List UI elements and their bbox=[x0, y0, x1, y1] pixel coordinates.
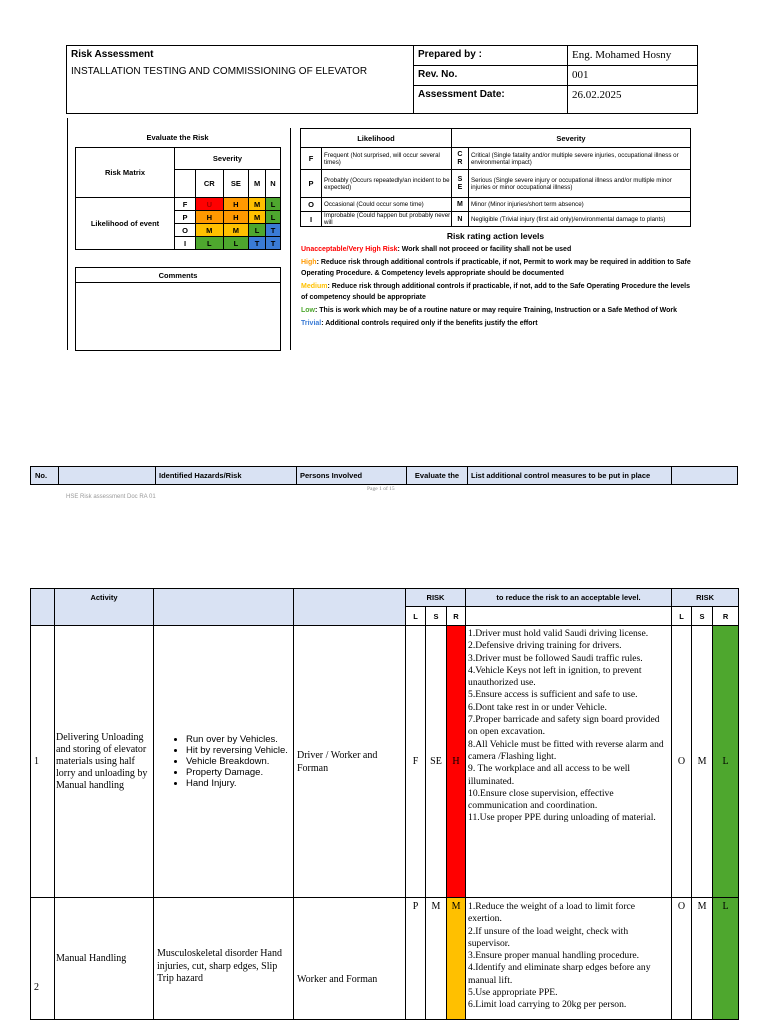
matrix-cell: M bbox=[249, 198, 266, 211]
mh-no bbox=[31, 589, 55, 626]
header-left bbox=[67, 46, 414, 114]
likelihood-code: I bbox=[301, 212, 322, 227]
prepared-by-label: Prepared by : bbox=[414, 46, 568, 66]
row-severity: M bbox=[426, 898, 447, 1020]
mh-reduce: to reduce the risk to an acceptable level. bbox=[466, 589, 672, 607]
matrix-row-label: F bbox=[175, 198, 196, 211]
control-item: 4.Vehicle Keys not left in ignition, to prevent unauthorized use. bbox=[468, 664, 642, 689]
action-text: : Reduce risk through additional controls if practicable, if not, add to the Safe Operating Procedure the levels of competency should be appropriate bbox=[301, 283, 690, 301]
center-divider-line bbox=[290, 128, 291, 350]
action-level-trivial bbox=[301, 318, 691, 329]
likelihood-title: Likelihood bbox=[301, 129, 452, 148]
action-key: Low bbox=[301, 307, 315, 314]
risk-matrix-label: Risk Matrix bbox=[76, 148, 175, 198]
table-row bbox=[31, 898, 739, 1020]
row-residual-rating: L bbox=[713, 898, 739, 1020]
likelihood-code: F bbox=[301, 148, 322, 170]
severity-text: Negligible (Trivial injury (first aid only)/environmental damage to plants) bbox=[468, 212, 690, 227]
row-rating: H bbox=[447, 626, 466, 898]
assessment-date-value: 26.02.2025 bbox=[568, 86, 698, 114]
control-item: 2.Defensive driving training for drivers. bbox=[468, 640, 622, 652]
list-item: • Run over by Vehicles. bbox=[186, 734, 293, 745]
likelihood-code: O bbox=[301, 198, 322, 212]
row-residual-likelihood: O bbox=[672, 626, 692, 898]
mh-risk-residual: RISK bbox=[672, 589, 739, 607]
header-title: Risk Assessment bbox=[71, 49, 154, 60]
control-item: 1.Driver must hold valid Saudi driving license. bbox=[468, 628, 649, 639]
list-item: • Hand Injury. bbox=[186, 778, 293, 789]
row-controls bbox=[466, 626, 672, 898]
control-item: 3.Driver must be followed Saudi traffic rules. bbox=[468, 652, 643, 664]
likelihood-code: P bbox=[301, 170, 322, 198]
row-no: 1 bbox=[31, 626, 55, 898]
list-item: • Property Damage. bbox=[186, 767, 293, 778]
likelihood-text: Frequent (Not surprised, will occur several times) bbox=[322, 148, 452, 170]
severity-code: S E bbox=[451, 170, 468, 198]
mh-sub-r: R bbox=[447, 607, 466, 626]
column-strip bbox=[30, 466, 738, 485]
severity-label: Severity bbox=[175, 148, 281, 170]
mh-sub-l2: L bbox=[672, 607, 692, 626]
control-item: 1.Reduce the weight of a load to limit force exertion. bbox=[468, 901, 636, 925]
control-item: 4.Identify and eliminate sharp edges before any manual lift. bbox=[468, 962, 651, 986]
severity-text: Serious (Single severe injury or occupational illness and/or multiple minor injuries or minor occupational illness) bbox=[468, 170, 690, 198]
control-item: 6.Limit load carrying to 20kg per person. bbox=[468, 999, 627, 1011]
severity-text: Critical (Single fatality and/or multiple severe injuries, occupational illness or environmental impact) bbox=[468, 148, 690, 170]
action-level-unacceptable bbox=[301, 244, 691, 255]
likelihood-table bbox=[300, 128, 691, 227]
row-controls bbox=[466, 898, 672, 1020]
sev-col-n: N bbox=[266, 170, 281, 198]
control-item: 10.Ensure close supervision, effective communication and coordination. bbox=[468, 787, 614, 812]
strip-col-no: No. bbox=[31, 467, 59, 485]
row-activity: Delivering Unloading and storing of elevator materials using half lorry and unloading by Manual handling bbox=[55, 626, 154, 898]
evaluate-title: Evaluate the Risk bbox=[146, 133, 209, 142]
strip-col-controls: List additional control measures to be put in place bbox=[468, 467, 672, 485]
sev-col-cr: CR bbox=[196, 170, 224, 198]
row-hazards: Musculoskeletal disorder Hand injuries, cut, sharp edges, Slip Trip hazard bbox=[154, 898, 294, 1020]
left-border-line bbox=[67, 118, 68, 350]
strip-col-blank-end bbox=[672, 467, 738, 485]
matrix-cell: L bbox=[223, 237, 249, 250]
sev-col-se: SE bbox=[223, 170, 249, 198]
row-likelihood: P bbox=[406, 898, 426, 1020]
action-key: Trivial bbox=[301, 320, 322, 327]
matrix-cell: L bbox=[266, 198, 281, 211]
comments-body bbox=[76, 283, 281, 351]
likelihood-text: Probably (Occurs repeatedly/an incident to be expected) bbox=[322, 170, 452, 198]
action-key: Medium bbox=[301, 283, 328, 290]
main-risk-table bbox=[30, 588, 739, 1020]
control-item: 5.Ensure access is sufficient and safe to use. bbox=[468, 689, 638, 701]
likelihood-of-event-label: Likelihood of event bbox=[76, 198, 175, 250]
control-item: 6.Dont take rest in or under Vehicle. bbox=[468, 701, 607, 713]
action-key: Unacceptable/Very High Risk bbox=[301, 246, 398, 253]
control-item: 11.Use proper PPE during unloading of material. bbox=[468, 812, 656, 824]
strip-col-persons: Persons Involved bbox=[297, 467, 407, 485]
matrix-cell: T bbox=[249, 237, 266, 250]
control-item: 9. The workplace and all access to be well illuminated. bbox=[468, 763, 631, 787]
action-text: : This is work which may be of a routine nature or may require Training, Instruction or a Safe Method of Work bbox=[315, 307, 677, 314]
action-level-medium bbox=[301, 281, 691, 303]
assessment-date-label: Assessment Date: bbox=[414, 86, 568, 114]
action-text: : Work shall not proceed or facility shall not be used bbox=[397, 246, 572, 253]
page-number: Page 1 of 15 bbox=[367, 486, 395, 492]
matrix-cell: M bbox=[196, 224, 224, 237]
action-text: : Additional controls required only if the benefits justify the effort bbox=[321, 320, 538, 327]
severity-code: C R bbox=[451, 148, 468, 170]
control-item: 5.Use appropriate PPE. bbox=[468, 987, 558, 999]
matrix-cell: H bbox=[223, 198, 249, 211]
strip-col-hazards: Identified Hazards/Risk bbox=[156, 467, 297, 485]
likelihood-text: Occasional (Could occur some time) bbox=[322, 198, 452, 212]
sev-col-m: M bbox=[249, 170, 266, 198]
strip-col-blank bbox=[59, 467, 156, 485]
mh-sub-r2: R bbox=[713, 607, 739, 626]
matrix-cell: L bbox=[266, 211, 281, 224]
strip-col-evaluate: Evaluate the bbox=[407, 467, 468, 485]
doc-reference: HSE Risk assessment Doc RA 01 bbox=[66, 494, 156, 500]
control-item: 7.Proper barricade and safety sign board provided on open excavation. bbox=[468, 714, 660, 738]
control-item: 2.If unsure of the load weight, check with supervisor. bbox=[468, 925, 629, 949]
list-item: • Vehicle Breakdown. bbox=[186, 756, 293, 767]
rev-no-value: 001 bbox=[568, 66, 698, 86]
mh-sub-s: S bbox=[426, 607, 447, 626]
mh-sub-blank bbox=[466, 607, 672, 626]
row-persons: Worker and Forman bbox=[294, 898, 406, 1020]
action-level-low bbox=[301, 305, 691, 316]
prepared-by-value: Eng. Mohamed Hosny bbox=[568, 46, 698, 66]
action-key: High bbox=[301, 259, 317, 266]
comments-table bbox=[75, 267, 281, 351]
matrix-cell: L bbox=[196, 237, 224, 250]
hazard-list bbox=[154, 734, 293, 789]
table-row bbox=[31, 626, 739, 898]
likelihood-text: Improbable (Could happen but probably never will bbox=[322, 212, 452, 227]
control-item: 8.All Vehicle must be fitted with reverse alarm and camera /Flashing light. bbox=[468, 738, 664, 762]
action-text: : Reduce risk through additional controls if practicable, if not, Permit to work may be required in addition to Safe Operating Procedure. & Competency levels appropriate should be documented bbox=[301, 259, 691, 277]
action-levels bbox=[301, 244, 691, 329]
row-no: 2 bbox=[31, 898, 55, 1020]
mh-sub-l: L bbox=[406, 607, 426, 626]
header-subtitle: INSTALLATION TESTING AND COMMISSIONING OF ELEVATOR bbox=[71, 66, 368, 77]
matrix-cell: M bbox=[249, 211, 266, 224]
severity-title: Severity bbox=[451, 129, 690, 148]
matrix-cell: L bbox=[249, 224, 266, 237]
mh-activity: Activity bbox=[55, 589, 154, 626]
row-residual-severity: M bbox=[692, 626, 713, 898]
severity-text: Minor (Minor injuries/short term absence) bbox=[468, 198, 690, 212]
action-level-high bbox=[301, 257, 691, 279]
row-residual-rating: L bbox=[713, 626, 739, 898]
list-item: • Hit by reversing Vehicle. bbox=[186, 745, 293, 756]
row-persons: Driver / Worker and Forman bbox=[294, 626, 406, 898]
row-residual-likelihood: O bbox=[672, 898, 692, 1020]
matrix-row-label: O bbox=[175, 224, 196, 237]
mh-risk: RISK bbox=[406, 589, 466, 607]
row-residual-severity: M bbox=[692, 898, 713, 1020]
mh-persons bbox=[294, 589, 406, 626]
risk-matrix-table bbox=[75, 147, 281, 250]
row-rating: M bbox=[447, 898, 466, 1020]
row-severity: SE bbox=[426, 626, 447, 898]
matrix-cell: T bbox=[266, 237, 281, 250]
mh-hazards bbox=[154, 589, 294, 626]
severity-code: N bbox=[451, 212, 468, 227]
row-hazards bbox=[154, 626, 294, 898]
matrix-row-label: P bbox=[175, 211, 196, 224]
mh-sub-s2: S bbox=[692, 607, 713, 626]
matrix-corner bbox=[175, 170, 196, 198]
matrix-cell: U bbox=[196, 198, 224, 211]
matrix-cell: H bbox=[223, 211, 249, 224]
rev-no-label: Rev. No. bbox=[414, 66, 568, 86]
matrix-cell: M bbox=[223, 224, 249, 237]
matrix-cell: T bbox=[266, 224, 281, 237]
header-table bbox=[66, 45, 698, 114]
control-item: 3.Ensure proper manual handling procedure. bbox=[468, 950, 640, 962]
row-likelihood: F bbox=[406, 626, 426, 898]
row-activity: Manual Handling bbox=[55, 898, 154, 1020]
severity-code: M bbox=[451, 198, 468, 212]
action-levels-title: Risk rating action levels bbox=[446, 231, 545, 241]
matrix-row-label: I bbox=[175, 237, 196, 250]
comments-label: Comments bbox=[76, 268, 281, 283]
matrix-cell: H bbox=[196, 211, 224, 224]
